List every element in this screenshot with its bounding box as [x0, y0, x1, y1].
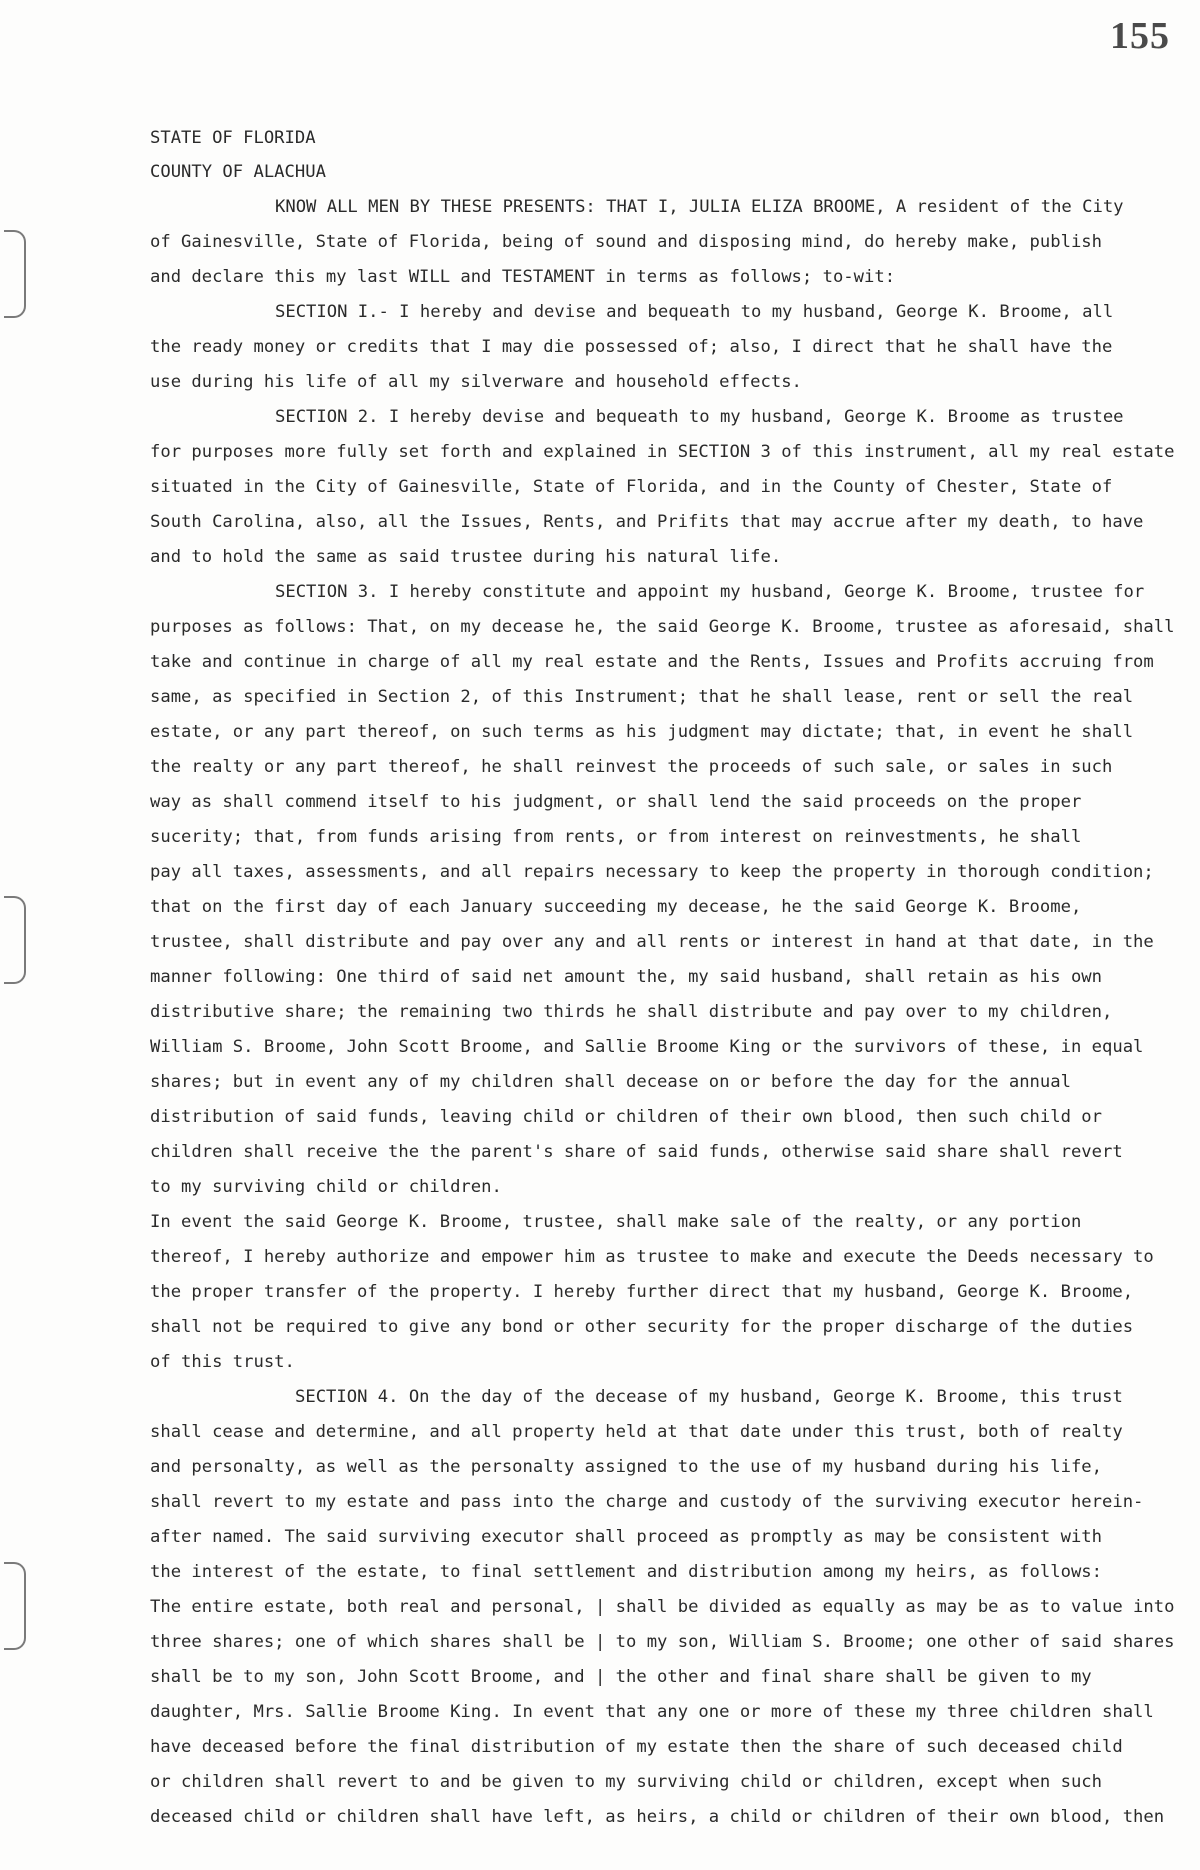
- text-line: of this trust.: [150, 1352, 295, 1372]
- text-line: same, as specified in Section 2, of this Instrument; that he shall lease, rent or sell the real: [150, 687, 1134, 707]
- text-line: pay all taxes, assessments, and all repairs necessary to keep the property in thorough condition;: [150, 862, 1154, 882]
- text-line: The entire estate, both real and personal, | shall be divided as equally as may be as to value into: [150, 1597, 1175, 1617]
- county-heading: COUNTY OF ALACHUA: [150, 162, 326, 182]
- text-line: thereof, I hereby authorize and empower him as trustee to make and execute the Deeds necessary to: [150, 1247, 1154, 1267]
- text-line: William S. Broome, John Scott Broome, and Sallie Broome King or the survivors of these, in equal: [150, 1037, 1144, 1057]
- text-line: or children shall revert to and be given to my surviving child or children, except when such: [150, 1772, 1102, 1792]
- text-line: of Gainesville, State of Florida, being of sound and disposing mind, do hereby make, publish: [150, 232, 1102, 252]
- text-line: shall not be required to give any bond or other security for the proper discharge of the duties: [150, 1317, 1134, 1337]
- punch-hole-mark: [4, 896, 26, 984]
- section-4-heading-line: SECTION 4. On the day of the decease of my husband, George K. Broome, this trust: [295, 1387, 1123, 1407]
- punch-hole-mark: [4, 1562, 26, 1650]
- punch-hole-mark: [4, 230, 26, 318]
- text-line: to my surviving child or children.: [150, 1177, 502, 1197]
- text-line: distribution of said funds, leaving child or children of their own blood, then such child or: [150, 1107, 1102, 1127]
- text-line: trustee, shall distribute and pay over any and all rents or interest in hand at that date, in the: [150, 932, 1154, 952]
- state-heading: STATE OF FLORIDA: [150, 128, 316, 148]
- text-line: use during his life of all my silverware and household effects.: [150, 372, 802, 392]
- text-line: sucerity; that, from funds arising from rents, or from interest on reinvestments, he shall: [150, 827, 1082, 847]
- text-line: daughter, Mrs. Sallie Broome King. In event that any one or more of these my three children shall: [150, 1702, 1154, 1722]
- text-line: KNOW ALL MEN BY THESE PRESENTS: THAT I, JULIA ELIZA BROOME, A resident of the City: [275, 197, 1124, 217]
- text-line: after named. The said surviving executor shall proceed as promptly as may be consistent with: [150, 1527, 1102, 1547]
- text-line: shall cease and determine, and all property held at that date under this trust, both of realty: [150, 1422, 1123, 1442]
- text-line: and to hold the same as said trustee during his natural life.: [150, 547, 782, 567]
- text-line: the proper transfer of the property. I hereby further direct that my husband, George K. Broome,: [150, 1282, 1134, 1302]
- text-line: situated in the City of Gainesville, State of Florida, and in the County of Chester, State of: [150, 477, 1113, 497]
- text-line: distributive share; the remaining two thirds he shall distribute and pay over to my children,: [150, 1002, 1113, 1022]
- text-line: shares; but in event any of my children shall decease on or before the day for the annual: [150, 1072, 1071, 1092]
- section-3-heading-line: SECTION 3. I hereby constitute and appoint my husband, George K. Broome, trustee for: [275, 582, 1145, 602]
- text-line: shall be to my son, John Scott Broome, and | the other and final share shall be given to my: [150, 1667, 1092, 1687]
- text-line: and personalty, as well as the personalty assigned to the use of my husband during his life,: [150, 1457, 1102, 1477]
- text-line: deceased child or children shall have left, as heirs, a child or children of their own blood, then: [150, 1807, 1165, 1827]
- page-number: 155: [1110, 15, 1170, 57]
- text-line: shall revert to my estate and pass into the charge and custody of the surviving executor herein-: [150, 1492, 1144, 1512]
- section-1-heading-line: SECTION I.- I hereby and devise and bequeath to my husband, George K. Broome, all: [275, 302, 1114, 322]
- text-line: the interest of the estate, to final settlement and distribution among my heirs, as follows:: [150, 1562, 1102, 1582]
- text-line: the ready money or credits that I may die possessed of; also, I direct that he shall have the: [150, 337, 1113, 357]
- text-line: for purposes more fully set forth and explained in SECTION 3 of this instrument, all my real estate: [150, 442, 1175, 462]
- text-line: three shares; one of which shares shall be | to my son, William S. Broome; one other of said shares: [150, 1632, 1175, 1652]
- text-line: way as shall commend itself to his judgment, or shall lend the said proceeds on the proper: [150, 792, 1082, 812]
- text-line: take and continue in charge of all my real estate and the Rents, Issues and Profits accruing from: [150, 652, 1154, 672]
- text-line: and declare this my last WILL and TESTAMENT in terms as follows; to-wit:: [150, 267, 896, 287]
- text-line: In event the said George K. Broome, trustee, shall make sale of the realty, or any portion: [150, 1212, 1082, 1232]
- text-line: purposes as follows: That, on my decease he, the said George K. Broome, trustee as aforesaid, shall: [150, 617, 1175, 637]
- text-line: manner following: One third of said net amount the, my said husband, shall retain as his own: [150, 967, 1102, 987]
- text-line: the realty or any part thereof, he shall reinvest the proceeds of such sale, or sales in such: [150, 757, 1113, 777]
- text-line: estate, or any part thereof, on such terms as his judgment may dictate; that, in event he shall: [150, 722, 1134, 742]
- text-line: children shall receive the the parent's share of said funds, otherwise said share shall revert: [150, 1142, 1123, 1162]
- section-2-heading-line: SECTION 2. I hereby devise and bequeath to my husband, George K. Broome as trustee: [275, 407, 1124, 427]
- text-line: South Carolina, also, all the Issues, Rents, and Prifits that may accrue after my death, to have: [150, 512, 1144, 532]
- text-line: have deceased before the final distribution of my estate then the share of such deceased child: [150, 1737, 1123, 1757]
- text-line: that on the first day of each January succeeding my decease, he the said George K. Broome,: [150, 897, 1082, 917]
